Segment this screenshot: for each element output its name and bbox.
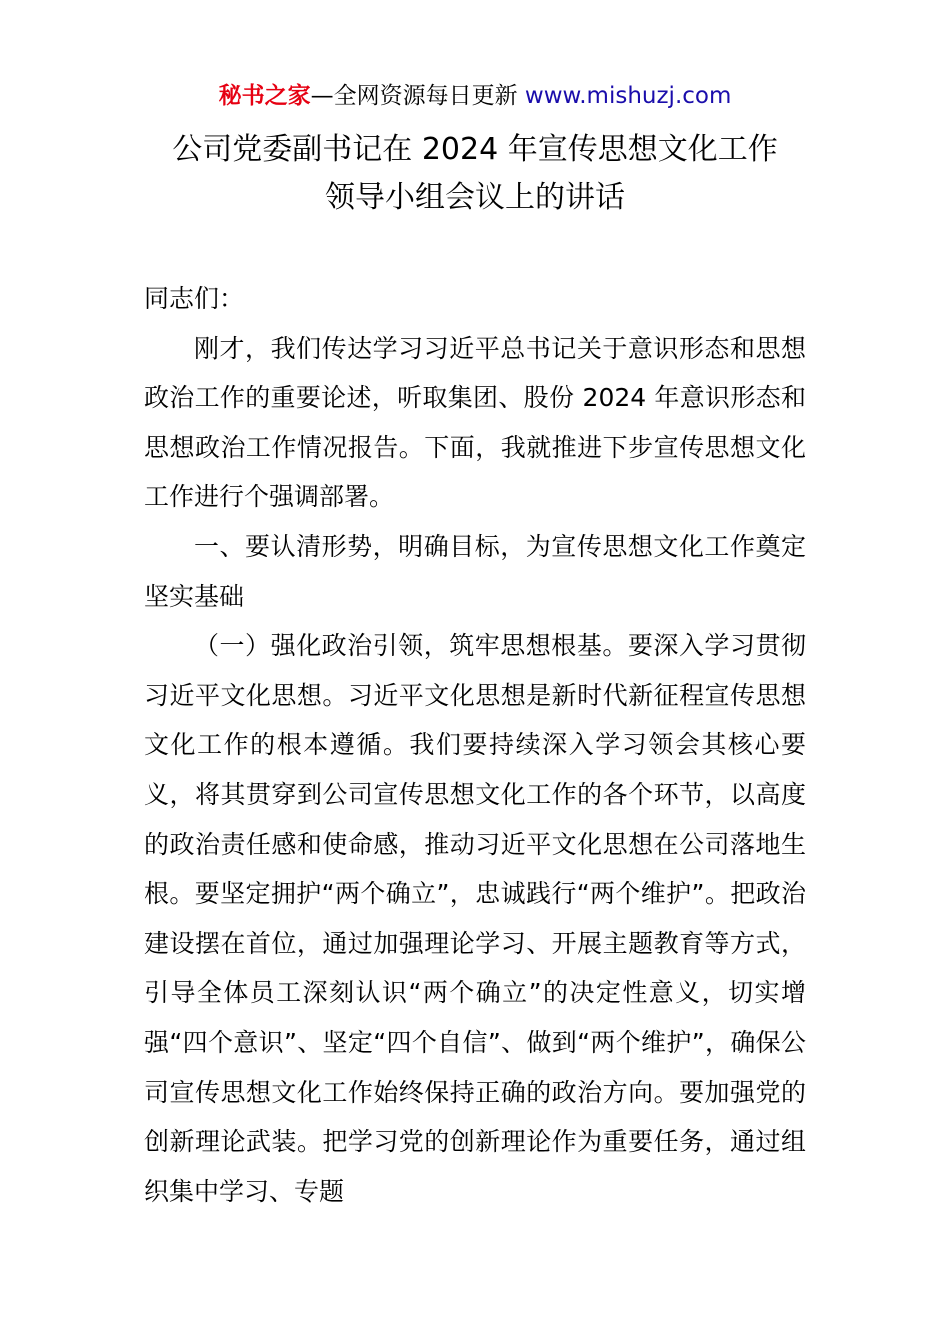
- paragraph-intro: 刚才，我们传达学习习近平总书记关于意识形态和思想政治工作的重要论述，听取集团、股份 2024 年意识形态和思想政治工作情况报告。下面，我就推进下步宣传思想文化工作进行个强调部署。: [144, 333, 806, 512]
- salutation: 同志们：: [144, 284, 245, 313]
- site-url-link[interactable]: www.mishuzj.com: [524, 83, 732, 109]
- title-line-2: 领导小组会议上的讲话: [325, 180, 625, 215]
- paragraph-subsection-1: （一）强化政治引领，筑牢思想根基。要深入学习贯彻习近平文化思想。习近平文化思想是新时代新征程宣传思想文化工作的根本遵循。我们要持续深入学习领会其核心要义，将其贯穿到公司宣传思想文化工作的各个环节，以高度的政治责任感和使命感，推动习近平文化思想在公司落地生根。要坚定拥护“两个确立”，忠诚践行“两个维护”。把政治建设摆在首位，通过加强理论学习、开展主题教育等方式，引导全体员工深刻认识“两个确立”的决定性意义，切实增强“四个意识”、坚定“四个自信”、做到“两个维护”，确保公司宣传思想文化工作始终保持正确的政治方向。要加强党的创新理论武装。把学习党的创新理论作为重要任务，通过组织集中学习、专题: [144, 631, 806, 1206]
- site-tagline: —全网资源每日更新: [310, 83, 525, 109]
- document-title: [0, 126, 950, 222]
- title-line-1: 公司党委副书记在 2024 年宣传思想文化工作: [172, 132, 778, 167]
- site-brand: 秘书之家: [218, 83, 311, 109]
- section-heading-1: 一、要认清形势，明确目标，为宣传思想文化工作奠定坚实基础: [144, 531, 806, 611]
- document-body: [144, 274, 806, 1216]
- site-header: [0, 80, 950, 112]
